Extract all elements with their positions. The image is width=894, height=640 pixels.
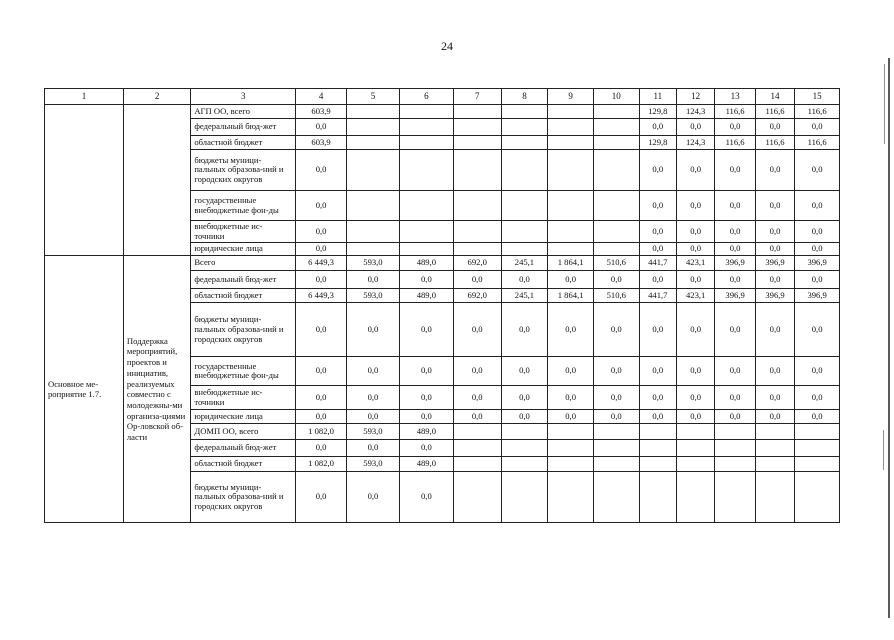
value-cell — [639, 472, 676, 523]
value-cell: 489,0 — [399, 424, 453, 440]
value-cell: 423,1 — [676, 256, 714, 271]
header-cell: 10 — [593, 89, 639, 105]
value-cell — [399, 243, 453, 256]
value-cell: 0,0 — [593, 357, 639, 386]
value-cell: 423,1 — [676, 289, 714, 303]
value-cell — [548, 105, 594, 119]
value-cell: 0,0 — [639, 386, 676, 410]
value-cell: 0,0 — [715, 386, 755, 410]
value-cell: 1 082,0 — [296, 424, 347, 440]
value-cell — [676, 424, 714, 440]
value-cell — [548, 191, 594, 221]
value-cell: 0,0 — [399, 410, 453, 424]
value-cell: 0,0 — [755, 357, 794, 386]
value-cell — [501, 191, 548, 221]
value-cell: 1 864,1 — [548, 289, 594, 303]
value-cell — [755, 424, 794, 440]
value-cell: 0,0 — [639, 221, 676, 243]
value-cell: 0,0 — [676, 271, 714, 289]
value-cell — [399, 191, 453, 221]
value-cell: 0,0 — [453, 386, 501, 410]
funding-source-cell: областной бюджет — [191, 457, 296, 472]
value-cell: 0,0 — [676, 386, 714, 410]
value-cell — [639, 440, 676, 457]
funding-source-cell: ДОМП ОО, всего — [191, 424, 296, 440]
value-cell: 0,0 — [795, 357, 840, 386]
value-cell: 0,0 — [453, 410, 501, 424]
value-cell: 0,0 — [639, 191, 676, 221]
value-cell: 0,0 — [795, 150, 840, 191]
value-cell — [453, 105, 501, 119]
value-cell — [399, 136, 453, 150]
measure-cell — [45, 105, 124, 256]
value-cell — [715, 472, 755, 523]
value-cell: 0,0 — [755, 303, 794, 357]
value-cell: 129,8 — [639, 105, 676, 119]
value-cell — [676, 440, 714, 457]
value-cell — [715, 440, 755, 457]
value-cell: 396,9 — [755, 256, 794, 271]
value-cell: 0,0 — [676, 150, 714, 191]
value-cell: 396,9 — [715, 256, 755, 271]
value-cell — [453, 440, 501, 457]
value-cell: 0,0 — [715, 271, 755, 289]
value-cell: 6 449,3 — [296, 289, 347, 303]
value-cell: 0,0 — [639, 150, 676, 191]
value-cell: 0,0 — [346, 440, 399, 457]
value-cell — [453, 191, 501, 221]
value-cell — [593, 191, 639, 221]
header-cell: 12 — [676, 89, 714, 105]
value-cell — [399, 221, 453, 243]
funding-source-cell: бюджеты муници-пальных образова-ний и городских округов — [191, 303, 296, 357]
value-cell: 129,8 — [639, 136, 676, 150]
value-cell: 0,0 — [639, 119, 676, 136]
funding-source-cell: федеральный бюд-жет — [191, 271, 296, 289]
value-cell: 0,0 — [795, 303, 840, 357]
value-cell: 0,0 — [296, 243, 347, 256]
value-cell: 116,6 — [755, 136, 794, 150]
funding-source-cell: бюджеты муници-пальных образова-ний и городских округов — [191, 472, 296, 523]
value-cell: 245,1 — [501, 256, 548, 271]
value-cell: 116,6 — [755, 105, 794, 119]
value-cell: 0,0 — [676, 410, 714, 424]
value-cell — [501, 221, 548, 243]
value-cell — [453, 472, 501, 523]
value-cell: 0,0 — [755, 150, 794, 191]
value-cell: 0,0 — [593, 303, 639, 357]
value-cell — [453, 150, 501, 191]
value-cell: 0,0 — [795, 410, 840, 424]
value-cell: 0,0 — [548, 386, 594, 410]
value-cell — [593, 150, 639, 191]
value-cell — [715, 424, 755, 440]
value-cell: 396,9 — [795, 289, 840, 303]
value-cell: 0,0 — [296, 271, 347, 289]
value-cell: 1 082,0 — [296, 457, 347, 472]
value-cell — [593, 472, 639, 523]
value-cell — [593, 105, 639, 119]
value-cell: 0,0 — [676, 221, 714, 243]
value-cell — [453, 424, 501, 440]
value-cell — [676, 457, 714, 472]
value-cell — [346, 243, 399, 256]
value-cell: 593,0 — [346, 424, 399, 440]
value-cell: 1 864,1 — [548, 256, 594, 271]
value-cell: 0,0 — [639, 410, 676, 424]
value-cell — [453, 136, 501, 150]
funding-source-cell: внебюджетные ис-точники — [191, 221, 296, 243]
value-cell: 0,0 — [399, 357, 453, 386]
value-cell: 0,0 — [399, 472, 453, 523]
value-cell — [715, 457, 755, 472]
value-cell: 0,0 — [676, 119, 714, 136]
funding-source-cell: государственные внебюджетные фон-ды — [191, 191, 296, 221]
header-cell: 14 — [755, 89, 794, 105]
value-cell — [593, 457, 639, 472]
description-cell: Поддержка мероприятий, проектов и инициатив, реализуемых совместно с молодежны-ми организа-циями Ор-ловской об-ласти — [123, 256, 190, 523]
header-cell: 3 — [191, 89, 296, 105]
funding-source-cell: областной бюджет — [191, 136, 296, 150]
value-cell: 0,0 — [296, 191, 347, 221]
value-cell — [501, 472, 548, 523]
value-cell — [399, 150, 453, 191]
value-cell: 0,0 — [755, 243, 794, 256]
value-cell: 593,0 — [346, 289, 399, 303]
value-cell — [593, 119, 639, 136]
value-cell: 0,0 — [346, 271, 399, 289]
value-cell: 0,0 — [593, 386, 639, 410]
value-cell — [501, 105, 548, 119]
value-cell: 0,0 — [296, 303, 347, 357]
value-cell: 0,0 — [346, 357, 399, 386]
value-cell — [795, 440, 840, 457]
header-cell: 9 — [548, 89, 594, 105]
value-cell — [346, 150, 399, 191]
value-cell: 0,0 — [346, 410, 399, 424]
funding-source-cell: бюджеты муници-пальных образова-ний и городских округов — [191, 150, 296, 191]
value-cell: 0,0 — [795, 271, 840, 289]
scan-edge-mark — [884, 64, 885, 144]
value-cell — [548, 221, 594, 243]
value-cell: 593,0 — [346, 256, 399, 271]
value-cell: 116,6 — [715, 136, 755, 150]
value-cell: 0,0 — [296, 386, 347, 410]
value-cell: 489,0 — [399, 457, 453, 472]
header-row — [45, 89, 840, 105]
value-cell — [639, 457, 676, 472]
funding-source-cell: Всего — [191, 256, 296, 271]
value-cell: 124,3 — [676, 105, 714, 119]
value-cell — [593, 136, 639, 150]
value-cell: 0,0 — [453, 303, 501, 357]
description-cell — [123, 105, 190, 256]
value-cell — [399, 119, 453, 136]
value-cell: 0,0 — [501, 357, 548, 386]
table-row — [45, 256, 840, 271]
value-cell — [795, 472, 840, 523]
value-cell: 0,0 — [296, 472, 347, 523]
value-cell — [795, 457, 840, 472]
value-cell: 0,0 — [795, 191, 840, 221]
value-cell: 0,0 — [755, 386, 794, 410]
value-cell — [548, 150, 594, 191]
value-cell — [548, 243, 594, 256]
value-cell — [676, 472, 714, 523]
value-cell: 0,0 — [755, 119, 794, 136]
value-cell: 0,0 — [296, 410, 347, 424]
value-cell: 124,3 — [676, 136, 714, 150]
funding-source-cell: АГП ОО, всего — [191, 105, 296, 119]
value-cell — [795, 424, 840, 440]
scan-edge-line — [888, 58, 890, 618]
value-cell: 603,9 — [296, 136, 347, 150]
value-cell: 692,0 — [453, 289, 501, 303]
value-cell: 0,0 — [296, 357, 347, 386]
budget-table — [44, 88, 840, 523]
value-cell: 0,0 — [548, 271, 594, 289]
value-cell — [453, 221, 501, 243]
header-cell: 5 — [346, 89, 399, 105]
value-cell — [453, 243, 501, 256]
value-cell: 0,0 — [296, 221, 347, 243]
value-cell: 0,0 — [639, 303, 676, 357]
value-cell: 0,0 — [501, 386, 548, 410]
value-cell: 0,0 — [755, 191, 794, 221]
value-cell: 0,0 — [639, 243, 676, 256]
funding-source-cell: юридические лица — [191, 410, 296, 424]
header-cell: 6 — [399, 89, 453, 105]
value-cell: 0,0 — [296, 150, 347, 191]
funding-source-cell: юридические лица — [191, 243, 296, 256]
value-cell: 0,0 — [399, 271, 453, 289]
value-cell: 116,6 — [715, 105, 755, 119]
value-cell: 0,0 — [639, 357, 676, 386]
header-cell: 13 — [715, 89, 755, 105]
value-cell: 6 449,3 — [296, 256, 347, 271]
value-cell — [548, 424, 594, 440]
header-cell: 11 — [639, 89, 676, 105]
value-cell: 593,0 — [346, 457, 399, 472]
value-cell: 489,0 — [399, 256, 453, 271]
value-cell — [548, 440, 594, 457]
value-cell — [346, 119, 399, 136]
value-cell: 510,6 — [593, 289, 639, 303]
value-cell — [501, 119, 548, 136]
value-cell: 0,0 — [795, 386, 840, 410]
value-cell: 0,0 — [593, 410, 639, 424]
value-cell: 0,0 — [755, 271, 794, 289]
header-cell: 4 — [296, 89, 347, 105]
page-number: 24 — [441, 39, 453, 53]
value-cell: 0,0 — [548, 357, 594, 386]
value-cell: 441,7 — [639, 289, 676, 303]
funding-source-cell: федеральный бюд-жет — [191, 119, 296, 136]
header-cell: 1 — [45, 89, 124, 105]
value-cell: 0,0 — [755, 410, 794, 424]
value-cell — [399, 105, 453, 119]
value-cell: 245,1 — [501, 289, 548, 303]
header-cell: 8 — [501, 89, 548, 105]
value-cell — [501, 150, 548, 191]
value-cell: 0,0 — [676, 243, 714, 256]
funding-source-cell: федеральный бюд-жет — [191, 440, 296, 457]
value-cell — [548, 457, 594, 472]
value-cell — [593, 243, 639, 256]
value-cell: 0,0 — [548, 303, 594, 357]
value-cell: 0,0 — [715, 410, 755, 424]
value-cell: 0,0 — [795, 243, 840, 256]
value-cell: 396,9 — [755, 289, 794, 303]
value-cell: 692,0 — [453, 256, 501, 271]
value-cell: 0,0 — [548, 410, 594, 424]
value-cell — [548, 136, 594, 150]
value-cell: 0,0 — [715, 150, 755, 191]
funding-source-cell: областной бюджет — [191, 289, 296, 303]
value-cell — [755, 440, 794, 457]
header-cell: 2 — [123, 89, 190, 105]
value-cell — [593, 221, 639, 243]
header-cell: 15 — [795, 89, 840, 105]
value-cell: 0,0 — [399, 386, 453, 410]
value-cell: 0,0 — [501, 303, 548, 357]
value-cell — [639, 424, 676, 440]
value-cell: 396,9 — [715, 289, 755, 303]
value-cell — [501, 136, 548, 150]
value-cell: 396,9 — [795, 256, 840, 271]
value-cell — [346, 136, 399, 150]
value-cell: 0,0 — [453, 271, 501, 289]
value-cell: 0,0 — [715, 303, 755, 357]
value-cell: 0,0 — [639, 271, 676, 289]
value-cell: 489,0 — [399, 289, 453, 303]
header-cell: 7 — [453, 89, 501, 105]
value-cell: 0,0 — [795, 221, 840, 243]
value-cell — [755, 457, 794, 472]
value-cell — [346, 221, 399, 243]
value-cell: 0,0 — [296, 119, 347, 136]
value-cell: 0,0 — [715, 357, 755, 386]
value-cell: 116,6 — [795, 105, 840, 119]
value-cell — [501, 457, 548, 472]
funding-source-cell: внебюджетные ис-точники — [191, 386, 296, 410]
value-cell: 0,0 — [593, 271, 639, 289]
value-cell — [501, 243, 548, 256]
value-cell — [501, 440, 548, 457]
value-cell: 0,0 — [715, 119, 755, 136]
scan-edge-mark — [883, 430, 884, 470]
value-cell: 0,0 — [715, 243, 755, 256]
value-cell: 0,0 — [453, 357, 501, 386]
value-cell: 0,0 — [346, 303, 399, 357]
value-cell — [346, 105, 399, 119]
value-cell — [453, 119, 501, 136]
value-cell — [548, 472, 594, 523]
value-cell: 116,6 — [795, 136, 840, 150]
value-cell: 0,0 — [296, 440, 347, 457]
value-cell: 0,0 — [715, 221, 755, 243]
value-cell: 0,0 — [755, 221, 794, 243]
funding-source-cell: государственные внебюджетные фон-ды — [191, 357, 296, 386]
value-cell — [593, 440, 639, 457]
value-cell: 0,0 — [501, 410, 548, 424]
value-cell — [501, 424, 548, 440]
value-cell: 441,7 — [639, 256, 676, 271]
value-cell: 0,0 — [715, 191, 755, 221]
value-cell — [548, 119, 594, 136]
value-cell: 0,0 — [399, 303, 453, 357]
value-cell: 0,0 — [346, 472, 399, 523]
value-cell: 0,0 — [795, 119, 840, 136]
table-row — [45, 105, 840, 119]
value-cell: 0,0 — [676, 191, 714, 221]
value-cell — [755, 472, 794, 523]
value-cell: 0,0 — [676, 303, 714, 357]
value-cell: 0,0 — [399, 440, 453, 457]
value-cell: 0,0 — [501, 271, 548, 289]
value-cell — [453, 457, 501, 472]
value-cell: 510,6 — [593, 256, 639, 271]
value-cell: 0,0 — [676, 357, 714, 386]
value-cell: 603,9 — [296, 105, 347, 119]
value-cell: 0,0 — [346, 386, 399, 410]
value-cell — [346, 191, 399, 221]
measure-cell: Основное ме-роприятие 1.7. — [45, 256, 124, 523]
value-cell — [593, 424, 639, 440]
